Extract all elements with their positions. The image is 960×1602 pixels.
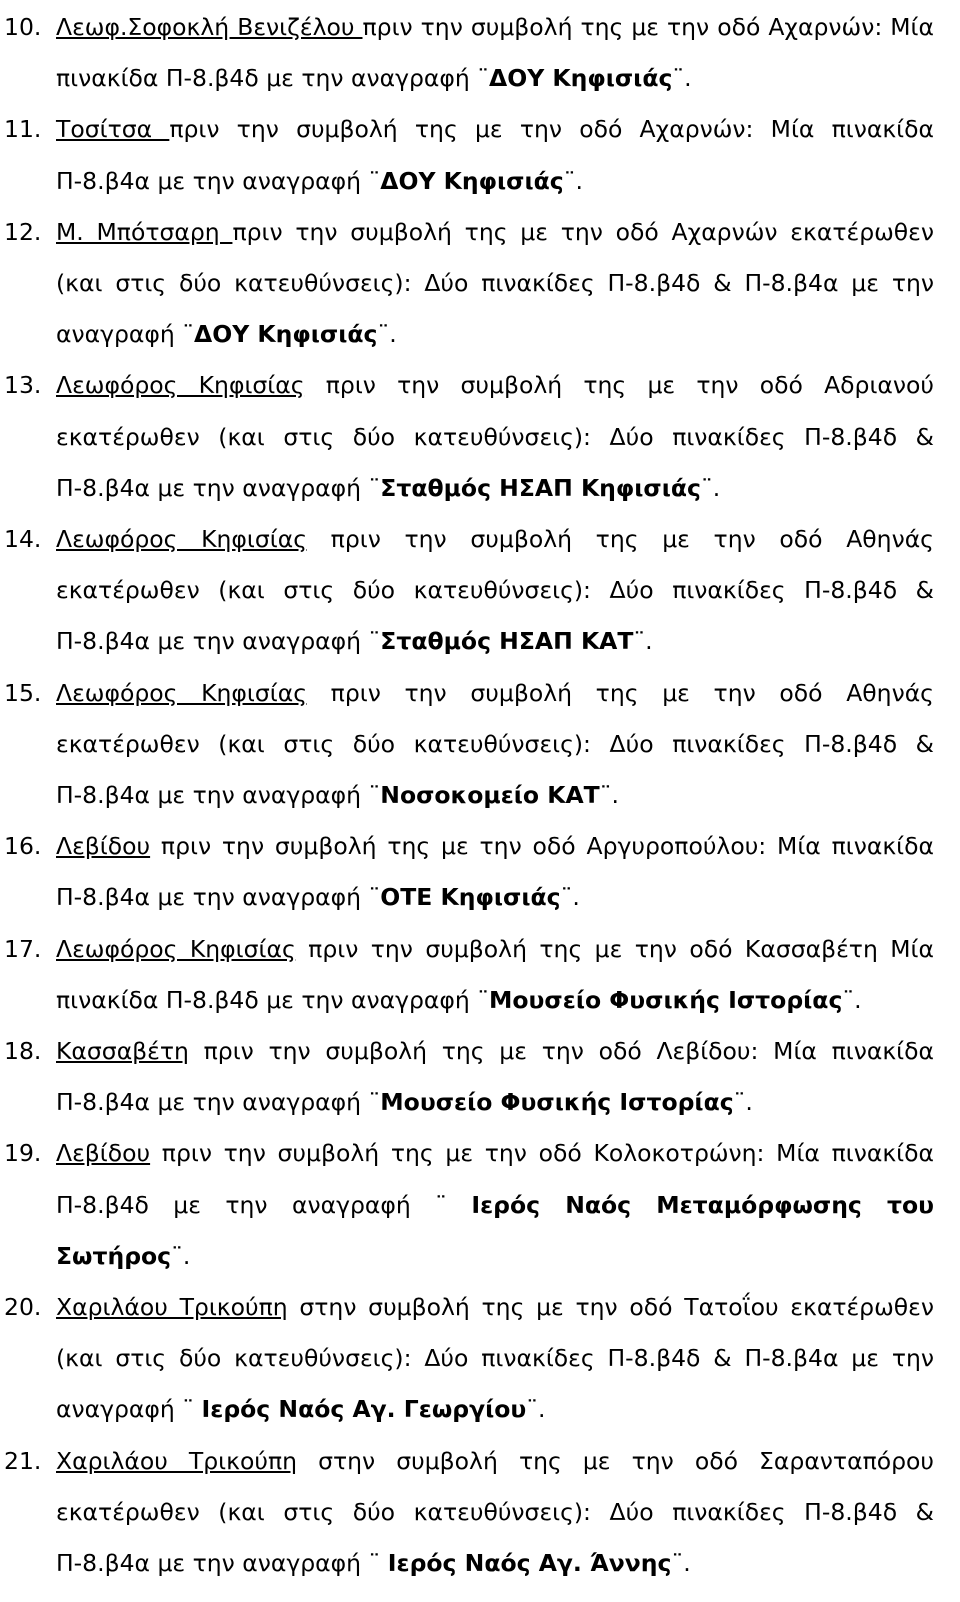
item-end: ¨. <box>672 64 692 93</box>
item-description: πριν την συμβολή της με την οδό Αθηνάς εκατέρωθεν (και στις δύο κατευθύνσεις): Δύο πινακίδες Π-8.β4δ & Π-8.β4α με την αναγραφή ¨ <box>56 525 934 656</box>
item-description: πριν την συμβολή της με την οδό Αργυροπούλου: Μία πινακίδα Π-8.β4α με την αναγραφή ¨ <box>56 832 934 912</box>
street-name: Λεωφόρος Κηφισίας <box>56 525 307 554</box>
sign-inscription: Σταθμός ΗΣΑΠ Κηφισιάς <box>380 473 701 502</box>
item-end: ¨. <box>560 883 580 912</box>
item-description: πριν την συμβολή της με την οδό Λεβίδου: Μία πινακίδα Π-8.β4α με την αναγραφή ¨ <box>56 1037 934 1117</box>
sign-inscription: Ιερός Ναός Αγ. Άννης <box>387 1549 672 1578</box>
list-item <box>4 1026 934 1128</box>
item-text <box>56 924 934 1026</box>
item-end: ¨. <box>563 166 583 195</box>
item-description: πριν την συμβολή της με την οδό Αχαρνών: Μία πινακίδα Π-8.β4α με την αναγραφή ¨ <box>56 115 934 195</box>
item-description: στην συμβολή της με την οδό Σαρανταπόρου εκατέρωθεν (και στις δύο κατευθύνσεις): Δύο πινακίδες Π-8.β4δ & Π-8.β4α με την αναγραφή ¨ <box>56 1446 934 1578</box>
list-item <box>4 360 934 514</box>
street-name: Λεωφόρος Κηφισίας <box>56 934 296 963</box>
item-text <box>56 360 934 514</box>
item-number: 16. <box>4 832 42 861</box>
list-item <box>4 514 934 668</box>
item-text <box>56 1128 934 1282</box>
street-name: Λεωφόρος Κηφισίας <box>56 678 307 707</box>
item-text <box>56 1282 934 1436</box>
item-number: 15. <box>4 678 42 707</box>
item-number: 18. <box>4 1037 42 1066</box>
street-name: Χαριλάου Τρικούπη <box>56 1446 298 1475</box>
item-text <box>56 1436 934 1590</box>
item-number: 20. <box>4 1293 42 1322</box>
item-number: 13. <box>4 371 42 400</box>
sign-inscription: ΔΟΥ Κηφισιάς <box>489 64 673 93</box>
sign-inscription: ΔΟΥ Κηφισιάς <box>194 320 378 349</box>
item-end: ¨. <box>842 985 862 1014</box>
street-name: Λεωφόρος Κηφισίας <box>56 371 305 400</box>
item-description: πριν την συμβολή της με την οδό Αδριανού εκατέρωθεν (και στις δύο κατευθύνσεις): Δύο πινακίδες Π-8.β4δ & Π-8.β4α με την αναγραφή ¨ <box>56 371 934 502</box>
item-number: 11. <box>4 115 42 144</box>
item-text <box>56 821 934 923</box>
item-text <box>56 1026 934 1128</box>
sign-list <box>4 2 934 1589</box>
item-text <box>56 104 934 206</box>
list-item <box>4 1282 934 1436</box>
street-name: Κασσαβέτη <box>56 1037 189 1066</box>
item-end: ¨. <box>633 627 653 656</box>
sign-inscription: Μουσείο Φυσικής Ιστορίας <box>489 985 843 1014</box>
item-number: 17. <box>4 934 42 963</box>
item-text <box>56 514 934 668</box>
list-item <box>4 924 934 1026</box>
list-item <box>4 821 934 923</box>
item-number: 12. <box>4 217 42 246</box>
item-description: πριν την συμβολή της με την οδό Αθηνάς εκατέρωθεν (και στις δύο κατευθύνσεις): Δύο πινακίδες Π-8.β4δ & Π-8.β4α με την αναγραφή ¨ <box>56 678 934 810</box>
item-end: ¨. <box>733 1088 753 1117</box>
item-number: 21. <box>4 1446 42 1475</box>
street-name: Λεβίδου <box>56 1139 151 1168</box>
list-item <box>4 1436 934 1590</box>
item-description: πριν την συμβολή της με την οδό Κασσαβέτη Μία πινακίδα Π-8.β4δ με την αναγραφή ¨ <box>56 934 934 1014</box>
item-text <box>56 668 934 822</box>
list-item <box>4 668 934 822</box>
item-number: 19. <box>4 1139 42 1168</box>
sign-inscription: Σταθμός ΗΣΑΠ ΚΑΤ <box>380 627 634 656</box>
item-number: 14. <box>4 525 42 554</box>
street-name: Τοσίτσα <box>56 115 170 144</box>
item-description: πριν την συμβολή της με την οδό Αχαρνών: Μία πινακίδα Π-8.β4δ με την αναγραφή ¨ <box>56 13 934 93</box>
sign-inscription: ΟΤΕ Κηφισιάς <box>380 883 561 912</box>
street-name: Χαριλάου Τρικούπη <box>56 1293 288 1322</box>
item-description: πριν την συμβολή της με την οδό Κολοκοτρώνη: Μία πινακίδα Π-8.β4δ με την αναγραφή ¨ <box>56 1139 934 1219</box>
item-end: ¨. <box>700 473 721 502</box>
item-end: ¨. <box>377 320 397 349</box>
item-end: ¨. <box>171 1241 191 1270</box>
item-text <box>56 2 934 104</box>
item-end: ¨. <box>671 1549 691 1578</box>
list-item <box>4 207 934 361</box>
sign-inscription: Ιερός Ναός Αγ. Γεωργίου <box>201 1395 527 1424</box>
item-end: ¨. <box>599 781 619 810</box>
item-number: 10. <box>4 13 42 41</box>
list-item <box>4 1128 934 1282</box>
item-description: στην συμβολή της με την οδό Τατοΐου εκατέρωθεν (και στις δύο κατευθύνσεις): Δύο πινακίδες Π-8.β4δ & Π-8.β4α με την αναγραφή ¨ <box>56 1293 934 1424</box>
sign-inscription: Μουσείο Φυσικής Ιστορίας <box>380 1088 734 1117</box>
sign-inscription: Νοσοκομείο ΚΑΤ <box>380 781 600 810</box>
item-text <box>56 207 934 361</box>
list-item <box>4 104 934 206</box>
list-item <box>4 2 934 104</box>
street-name: Λεωφ.Σοφοκλή Βενιζέλου <box>56 13 363 41</box>
sign-inscription: ΔΟΥ Κηφισιάς <box>380 166 564 195</box>
street-name: Μ. Μπότσαρη <box>56 217 233 246</box>
item-end: ¨. <box>526 1395 546 1424</box>
sign-inscription: Ιερός Ναός Μεταμόρφωσης του Σωτήρος <box>56 1190 934 1270</box>
street-name: Λεβίδου <box>56 832 151 861</box>
item-description: πριν την συμβολή της με την οδό Αχαρνών εκατέρωθεν (και στις δύο κατευθύνσεις): Δύο πινακίδες Π-8.β4δ & Π-8.β4α με την αναγραφή ¨ <box>56 217 934 349</box>
